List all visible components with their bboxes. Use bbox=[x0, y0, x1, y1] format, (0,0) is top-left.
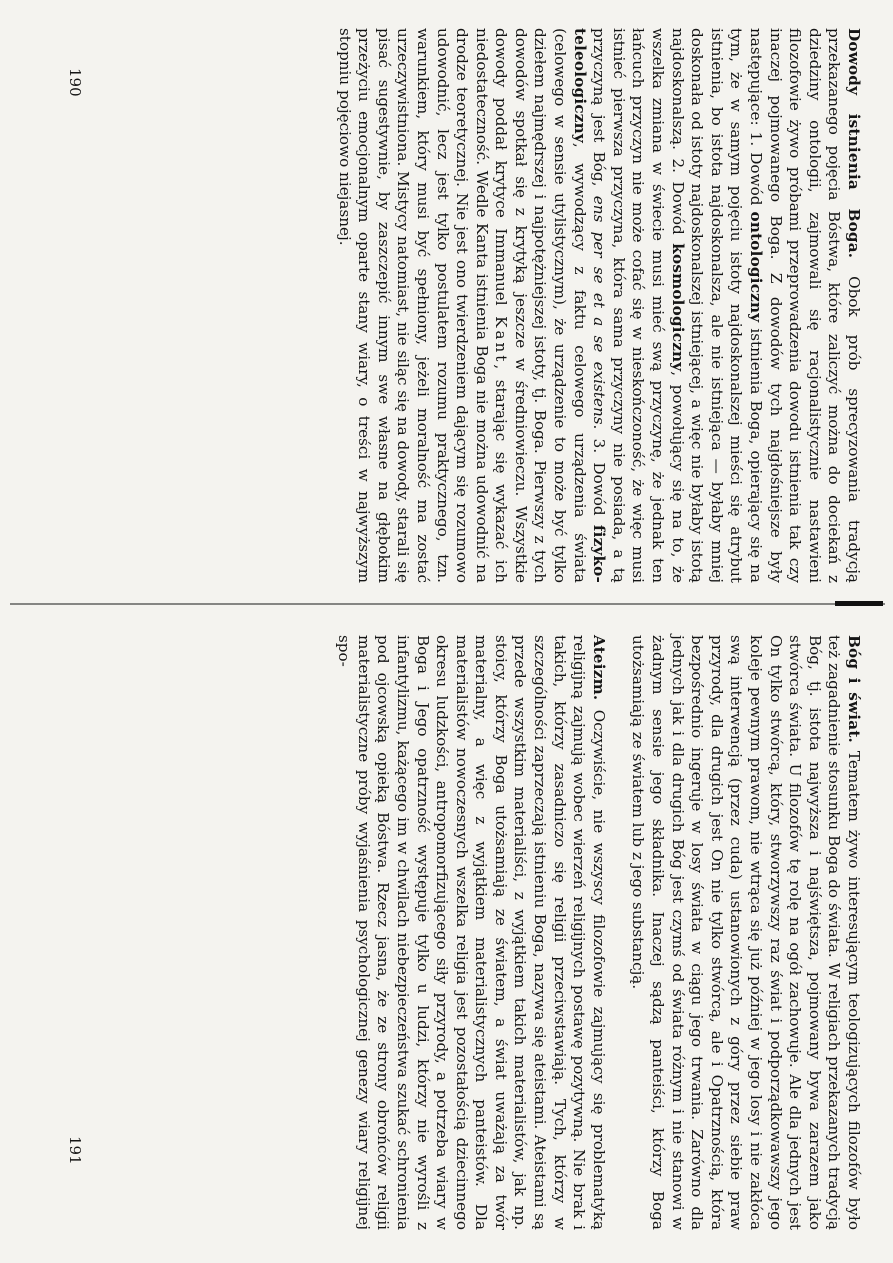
paragraph-dowody-istnienia-boga bbox=[334, 28, 863, 583]
keyword-fizyko-teleologiczny: fizyko-teleologiczny bbox=[570, 28, 609, 583]
keyword-kosmologiczny: kosmologiczny bbox=[668, 243, 687, 372]
page-number-190: 190 bbox=[66, 68, 84, 97]
section-title: Ateizm. bbox=[589, 635, 608, 701]
section-title: Dowody istnienia Boga. bbox=[845, 28, 863, 259]
text-run: istnienia Boga, opierający się na tym, że w samym pojęciu istoty najdoskonalszej mieści się atrybut istnienia, bo istota najdoskonalsza, ale nie istniejąca — byłaby mniej doskonała od istoty najdoskonalszej istniejącej, a więc nie byłaby istotą najdoskonalszą. 2. Dowód bbox=[668, 28, 766, 583]
page-190-text bbox=[334, 28, 863, 583]
text-run: , powołujący się na to, że wszelka zmiana w świecie musi mieć swą przyczynę, że jednak ten łańcuch przyczyn nie może cofać się w nieskończoność, że więc musi istnieć pierwsza przyczyna, która sama przyczyny nie posiada, a tą przyczyną jest Bóg, bbox=[590, 28, 687, 583]
keyword-ontologiczny: ontologiczny bbox=[747, 211, 766, 323]
paragraph-bog-i-swiat bbox=[628, 635, 863, 1230]
text-run: , wywodzący z faktu celowego urządzenia świata (celowego w sensie utylistycznym), że urządzenie to może być tylko dziełem najmędrszej i najpotężniejszej istoty, tj. Boga. Pierwszy z tych dowodów spotkał się z krytyką jeszcze w średniowieczu. Wszystkie dowody poddał krytyce Immanuel bbox=[492, 28, 589, 583]
text-run: , starając się wykazać ich niedostateczność. Wedle Kanta istnienia Boga nie można udowodnić na drodze teoretycznej. Nie jest ono twierdzeniem dającym się rozumowo udowodnić, lecz jest tylko postulatem rozumu praktycznego, tzn. warunkiem, który musi być spełniony, jeżeli moralność ma zostać urzeczywistniona. Mistycy natomiast, nie siląc się na dowody, starali się pisać sugestywnie, by zaszczepić innym swe własne na głębokim przeżyciu emocjonalnym oparte stany wiary, o treści w najwyższym stopniu pojęciowo niejasnej. bbox=[335, 28, 511, 583]
page-190 bbox=[128, 28, 863, 583]
page-number-191: 191 bbox=[66, 1136, 84, 1165]
page-edge-mark bbox=[835, 601, 883, 606]
section-title: Bóg i świat. bbox=[845, 635, 863, 744]
page-191-text bbox=[334, 635, 863, 1230]
paragraph-ateizm bbox=[334, 635, 608, 1230]
page-191 bbox=[128, 635, 863, 1230]
page-gutter-line bbox=[10, 603, 885, 605]
text-run: . 3. Dowód bbox=[590, 424, 609, 525]
latin-phrase: ens per se et a se existens bbox=[590, 195, 609, 425]
text-run: Obok prób sprecyzowania tradycją przekazanego pojęcia Bóstwa, które zaliczyć można do dociekań z dziedziny ontologii, zajmowali się racjonalistycznie nastawieni filozofowie żywo próbami przeprowadzenia dowodu istnienia tak czy inaczej pojmowanego Boga. Z dowodów tych najgłośniejsze były następujące: 1. Dowód bbox=[747, 28, 863, 583]
name-kant: Kant bbox=[492, 316, 511, 365]
text-run: Oczywiście, nie wszyscy filozofowie zajmujący się problematyką religijną zajmują wobec wierzeń religijnych postawę pozytywną. Nie brak i takich, którzy zasadniczo się religii przeciwstawiają. Tych, którzy w szczególności zaprzeczają istnieniu Boga, nazywa się ateistami. Ateistami są przede wszystkim materialiści, z wyjątkiem takich materialistów, jak np. stoicy, którzy Boga utożsamiają ze światem, a świat uważają za twór materialny, a więc z wyjątkiem materialistycznych panteistów. Dla materialistów nowoczesnych wszelka religia jest pozostałością dziecinnego okresu ludzkości, antropomorfizującego siły przyrody, a potrzeba wiary w Boga i Jego opatrzność występuje tylko u ludzi, którzy nie wyrośli z infantylizmu, każącego im w chwilach niebezpieczeństwa szukać schronienia pod ojcowską opieką Bóstwa. Rzecz jasna, że ze strony obrońców religii materialistyczne próby wyjaśnienia psychologicznej genezy wiary religijnej spo- bbox=[335, 635, 608, 1230]
text-run: Tematem żywo interesującym teologizujących filozofów było też zagadnienie stosunku Boga do świata. W religiach przekazanych tradycją Bóg, tj. istota najwyższa i najświętsza, pojmowany bywa zarazem jako stwórca świata. U filozofów tę rolę na ogół zachowuje. Ale dla jednych jest On tylko stwórcą, który, stworzywszy raz świat i podporządkowawszy jego koleje pewnym prawom, nie wtrąca się już później w jego losy i nie zakłóca swą interwencją (przez cuda) ustanowionych z góry przez siebie praw przyrody, dla drugich jest On nie tylko stwórcą, ale i Opatrznością, która bezpośrednio ingeruje w losy świata w ciągu jego trwania. Zarówno dla jednych jak i dla drugich Bóg jest czymś od świata różnym i nie stanowi w żadnym sensie jego składnika. Inaczej sądzą panteiści, którzy Boga utożsamiają ze światem lub z jego substancją. bbox=[629, 635, 863, 1231]
